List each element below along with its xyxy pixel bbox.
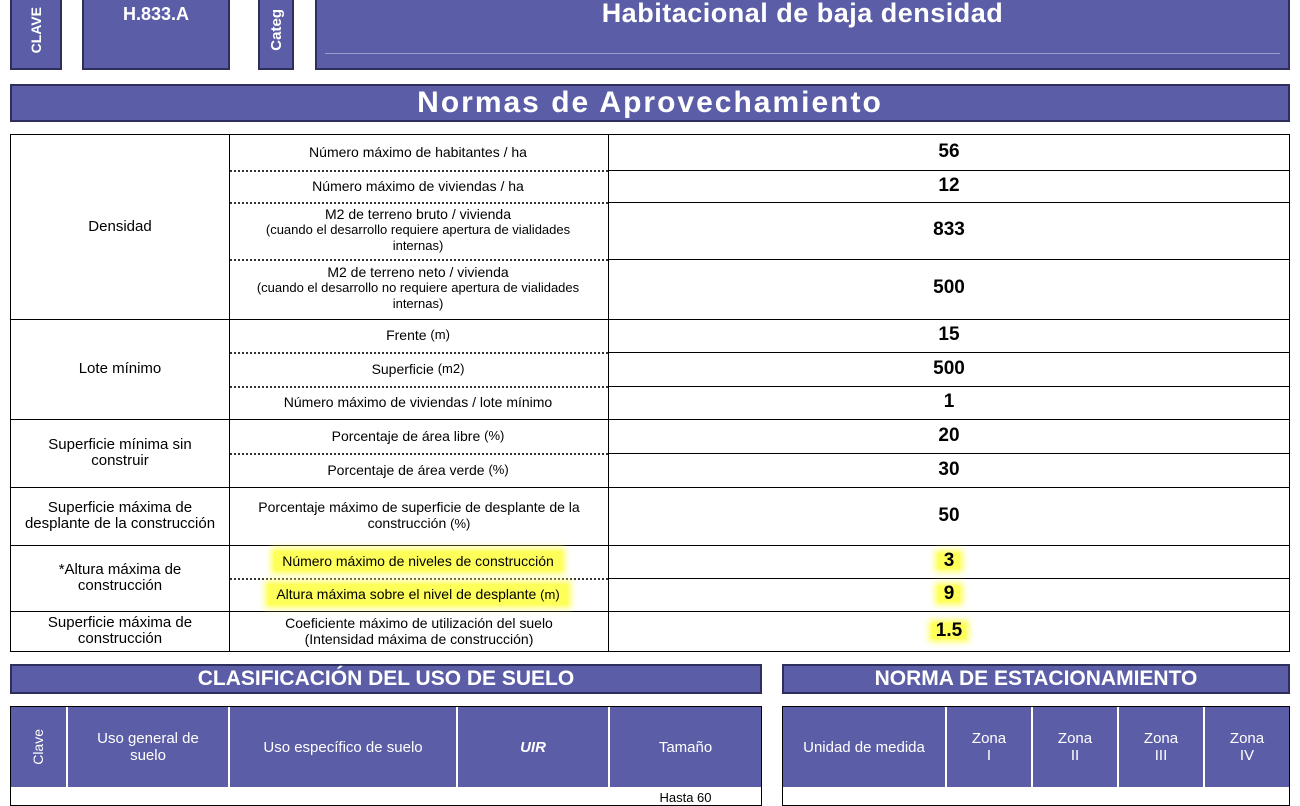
row-label-terreno-bruto: M2 de terreno bruto / vivienda (cuando el desarrollo requiere apertura de vialidades internas) <box>265 206 571 253</box>
row-label-viviendas-lote: Número máximo de viviendas / lote mínimo <box>283 394 553 410</box>
value-desplante: 50 <box>938 504 960 526</box>
normas-title-box <box>10 84 1290 122</box>
row-label-niveles: Número máximo de niveles de construcción <box>230 545 606 577</box>
header-clave: Clave <box>11 707 66 787</box>
group-superficie-minima: Superficie mínima sin construir <box>48 435 192 469</box>
row-label-area-verde: Porcentaje de área verde (%) <box>327 461 509 478</box>
header-zona-1: Zona I <box>947 707 1031 787</box>
header-uso-general: Uso general de suelo <box>68 707 228 787</box>
categoria-label-box <box>258 0 294 70</box>
clasificacion-title: CLASIFICACIÓN DEL USO DE SUELO <box>197 667 575 690</box>
value-habitantes: 56 <box>938 141 960 162</box>
header-zona-4: Zona IV <box>1205 707 1289 787</box>
page-title: Habitacional de baja densidad <box>601 0 1004 28</box>
value-terreno-neto: 500 <box>933 277 965 298</box>
estacionamiento-title-box <box>782 664 1290 694</box>
estacionamiento-table <box>782 706 1290 806</box>
value-coeficiente: 1.5 <box>609 611 1289 651</box>
header-uso-especifico: Uso específico de suelo <box>230 707 456 787</box>
value-niveles: 3 <box>609 545 1289 577</box>
row-label-terreno-neto: M2 de terreno neto / vivienda (cuando el desarrollo no requiere apertura de vialidades internas) <box>256 264 580 311</box>
group-superficie-maxima-desplante: Superficie máxima de desplante de la construcción <box>24 498 216 532</box>
title-box <box>315 0 1290 70</box>
value-viviendas-lote: 1 <box>943 391 955 412</box>
clasificacion-title-box <box>10 664 762 694</box>
value-viviendas-ha: 12 <box>938 174 960 196</box>
categoria-label: Categ <box>267 9 285 51</box>
row-label-coeficiente: Coeficiente máximo de utilización del suelo (Intensidad máxima de construcción) <box>285 615 553 647</box>
value-terreno-bruto: 833 <box>933 219 965 240</box>
row-label-superficie: Superficie (m2) <box>371 360 465 377</box>
value-altura: 9 <box>609 578 1289 610</box>
header-tamano: Tamaño <box>610 707 761 787</box>
row-label-viviendas-ha: Número máximo de viviendas / ha <box>312 177 524 194</box>
clasificacion-table <box>10 706 762 806</box>
title-underline <box>325 53 1280 54</box>
estacionamiento-title: NORMA DE ESTACIONAMIENTO <box>874 667 1198 690</box>
group-densidad: Densidad <box>88 217 152 235</box>
clave-value-box <box>82 0 230 70</box>
clave-label-box <box>10 0 62 70</box>
header-zona-2: Zona II <box>1033 707 1117 787</box>
group-altura-maxima: *Altura máxima de construcción <box>58 560 182 594</box>
group-lote-minimo: Lote mínimo <box>78 359 162 377</box>
row-label-desplante: Porcentaje máximo de superficie de desplante de la construcción (%) <box>258 499 580 531</box>
value-area-verde: 30 <box>938 458 960 480</box>
row-label-altura: Altura máxima sobre el nivel de desplante (m) <box>230 578 606 610</box>
value-superficie: 500 <box>933 357 965 379</box>
clave-value: H.833.A <box>122 4 190 24</box>
group-superficie-maxima-construccion: Superficie máxima de construcción <box>47 614 193 647</box>
normas-title: Normas de Aprovechamiento <box>417 86 883 119</box>
row-label-habitantes: Número máximo de habitantes / ha <box>309 144 527 160</box>
row-label-frente: Frente (m) <box>386 327 450 343</box>
value-area-libre: 20 <box>938 424 960 446</box>
value-frente: 15 <box>938 324 960 345</box>
header-zona-3: Zona III <box>1119 707 1203 787</box>
header-uir: UIR <box>458 707 608 787</box>
clave-label: CLAVE <box>28 6 44 54</box>
row-label-area-libre: Porcentaje de área libre (%) <box>331 427 505 444</box>
tamano-first-value: Hasta 60 <box>659 790 712 805</box>
header-unidad-medida: Unidad de medida <box>783 707 945 787</box>
